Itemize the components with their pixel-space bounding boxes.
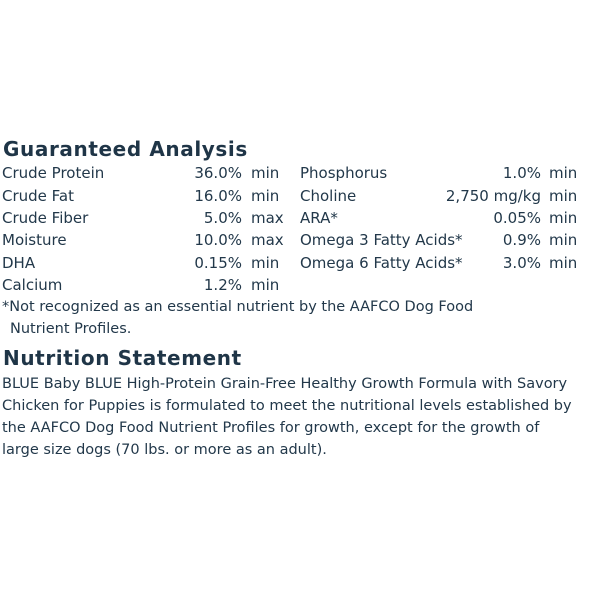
nutrient-value: 2,750 mg/kg [445,187,541,205]
statement-line: BLUE Baby BLUE High-Protein Grain-Free Healthy Growth Formula with Savory [2,376,568,392]
nutrient-unit: min [549,164,578,182]
nutrient-row-crude-fiber [2,207,292,229]
nutrient-unit: min [549,187,578,205]
nutrient-unit: min [251,187,280,205]
nutrient-row-crude-protein [2,162,292,184]
nutrient-row-phosphorus [300,162,598,184]
nutrient-name: Omega 6 Fatty Acids* [300,254,463,272]
guaranteed-analysis-heading: Guaranteed Analysis [3,137,248,161]
nutrient-row-ara [300,207,598,229]
aafco-footnote [2,296,562,340]
nutrient-unit: min [549,254,578,272]
nutrient-name: DHA [2,254,36,272]
nutrient-unit: min [549,231,578,249]
nutrient-name: Calcium [2,276,63,294]
nutrient-value: 1.2% [203,276,242,294]
nutrient-value: 0.05% [493,209,541,227]
nutrient-name: Phosphorus [300,164,388,182]
nutrient-name: Crude Fat [2,187,74,205]
nutrient-unit: max [251,231,284,249]
nutrient-name: Omega 3 Fatty Acids* [300,231,463,249]
nutrient-unit: min [251,254,280,272]
nutrition-statement-heading: Nutrition Statement [3,346,242,370]
nutrient-name: Moisture [2,231,67,249]
nutrient-value: 0.9% [502,231,541,249]
nutrient-value: 16.0% [194,187,242,205]
nutrient-row-dha [2,252,292,274]
nutrition-statement-body [2,373,598,461]
statement-line: Chicken for Puppies is formulated to meet the nutritional levels established by [2,398,572,414]
nutrient-unit: min [251,276,280,294]
nutrient-row-omega-6 [300,252,598,274]
nutrient-value: 1.0% [502,164,541,182]
statement-line: the AAFCO Dog Food Nutrient Profiles for growth, except for the growth of [2,420,540,436]
nutrient-row-crude-fat [2,185,292,207]
nutrient-unit: min [549,209,578,227]
nutrient-name: Crude Protein [2,164,105,182]
nutrient-row-choline [300,185,598,207]
nutrient-name: Crude Fiber [2,209,89,227]
nutrient-name: ARA* [300,209,338,227]
footnote-line: *Not recognized as an essential nutrient by the AAFCO Dog Food [2,299,474,315]
nutrient-value: 5.0% [203,209,242,227]
statement-line: large size dogs (70 lbs. or more as an adult). [2,442,327,458]
nutrient-row-calcium [2,274,292,296]
nutrient-name: Choline [300,187,357,205]
nutrient-unit: min [251,164,280,182]
nutrient-row-moisture [2,229,292,251]
nutrient-value: 10.0% [194,231,242,249]
nutrient-value: 0.15% [194,254,242,272]
footnote-line: Nutrient Profiles. [10,321,132,337]
nutrient-unit: max [251,209,284,227]
nutrient-value: 3.0% [502,254,541,272]
nutrient-row-omega-3 [300,229,598,251]
nutrient-value: 36.0% [194,164,242,182]
